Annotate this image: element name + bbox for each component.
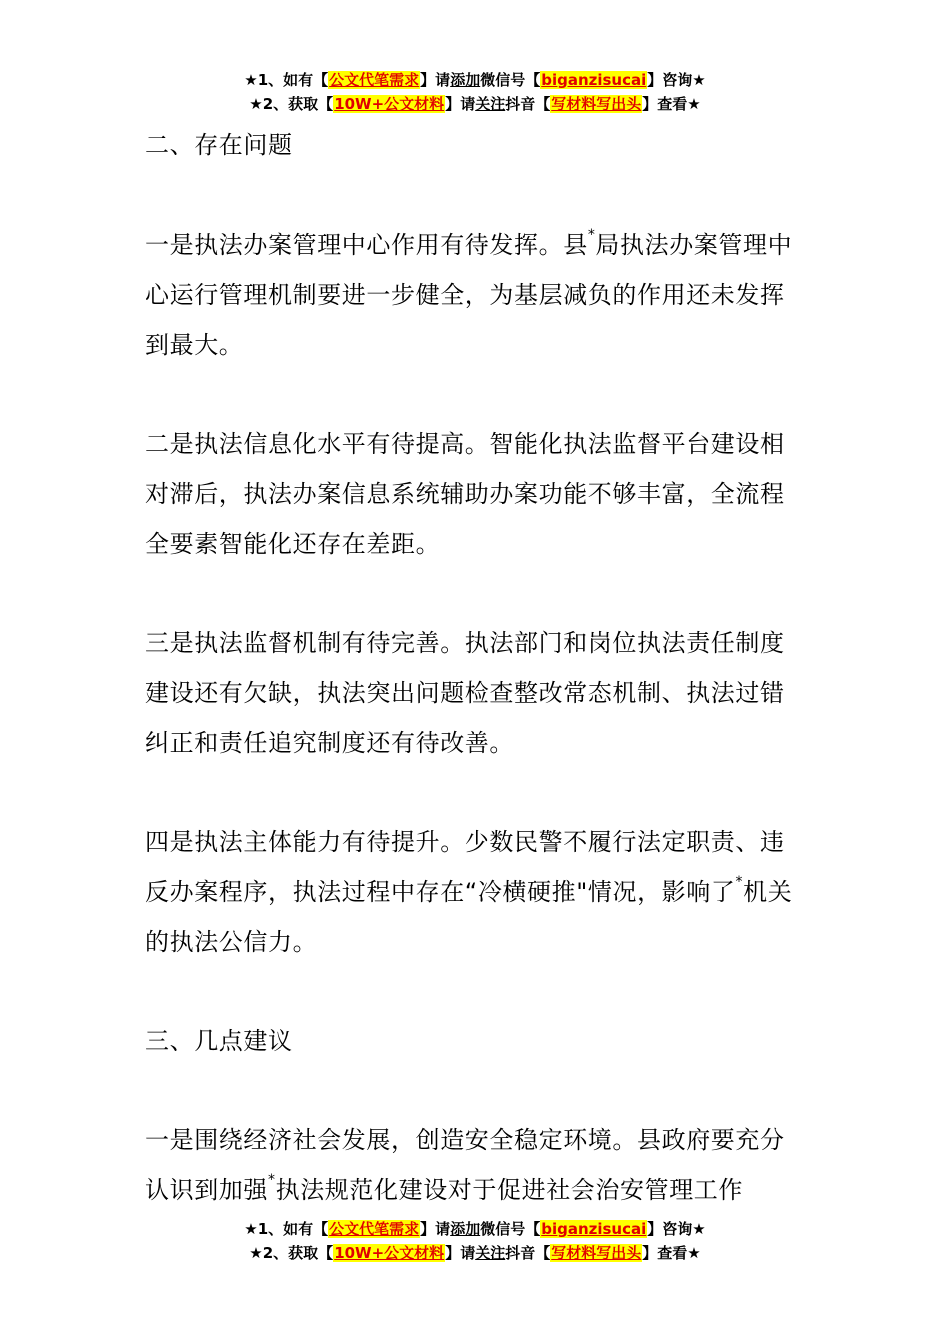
redaction-mark: *: [268, 1172, 276, 1188]
banner-text: 】查看★: [642, 95, 701, 113]
banner-text: 】请: [420, 1220, 451, 1238]
banner-line-1: [0, 1217, 950, 1241]
banner-text: ★2、获取【: [249, 1244, 334, 1262]
paragraph-problem-3: 三是执法监督机制有待完善。执法部门和岗位执法责任制度建设还有欠缺，执法突出问题检查整改常态机制、执法过错纠正和责任追究制度还有待改善。: [145, 629, 785, 757]
banner-highlight-service: 公文代笔需求: [329, 71, 420, 89]
banner-line-1: [0, 68, 950, 92]
banner-underlined-word: 关注: [475, 1244, 506, 1262]
banner-text: 抖音【: [505, 95, 551, 113]
banner-highlight-wechat-id: biganzisucai: [541, 71, 647, 89]
banner-text: 】查看★: [642, 1244, 701, 1262]
banner-text: 】请: [445, 1244, 476, 1262]
paragraph-text: 一是围绕经济社会发展，创造安全稳定环境。县政府要充分认识到加强: [145, 1126, 785, 1204]
paragraph-text: 机关的执法公信力。: [145, 878, 793, 956]
banner-underlined-word: 添加: [450, 1220, 481, 1238]
banner-text: ★2、获取【: [249, 95, 334, 113]
banner-text: 抖音【: [505, 1244, 551, 1262]
banner-text: 微信号【: [480, 71, 541, 89]
heading-suggestions: 三、几点建议: [145, 1027, 293, 1055]
banner-text: ★1、如有【: [244, 71, 329, 89]
redaction-mark: *: [735, 874, 744, 890]
banner-text: 】请: [445, 95, 476, 113]
banner-text: 】咨询★: [647, 71, 706, 89]
banner-underlined-word: 关注: [475, 95, 506, 113]
paragraph-problem-1: [145, 220, 807, 370]
banner-text: 微信号【: [480, 1220, 541, 1238]
paragraph-text: 局执法办案管理中心运行管理机制要进一步健全，为基层减负的作用还未发挥到最大。: [145, 231, 793, 359]
banner-text: 】咨询★: [647, 1220, 706, 1238]
paragraph-text: 一是执法办案管理中心作用有待发挥。县: [145, 231, 588, 259]
bottom-banner: [0, 1217, 950, 1265]
redaction-mark: *: [587, 227, 596, 243]
banner-highlight-service: 公文代笔需求: [329, 1220, 420, 1238]
banner-highlight-douyin: 写材料写出头: [551, 1244, 642, 1262]
banner-line-2: [0, 92, 950, 116]
banner-text: ★1、如有【: [244, 1220, 329, 1238]
paragraph-text: 执法规范化建设对于促进社会治安管理工作: [275, 1176, 744, 1204]
heading-problems: 二、存在问题: [145, 131, 293, 159]
paragraph-problem-2: 二是执法信息化水平有待提高。智能化执法监督平台建设相对滞后，执法办案信息系统辅助办案功能不够丰富，全流程全要素智能化还存在差距。: [145, 430, 785, 558]
banner-line-2: [0, 1241, 950, 1265]
banner-highlight-wechat-id: biganzisucai: [541, 1220, 647, 1238]
banner-highlight-douyin: 写材料写出头: [551, 95, 642, 113]
paragraph-text: 四是执法主体能力有待提升。少数民警不履行法定职责、违反办案程序，执法过程中存在“冷横硬推"情况，影响了: [145, 828, 785, 906]
paragraph-suggestion-1: [145, 1115, 807, 1215]
paragraph-problem-4: [145, 817, 807, 967]
banner-highlight-materials: 10W+公文材料: [334, 95, 445, 113]
top-banner: [0, 68, 950, 116]
banner-underlined-word: 添加: [450, 71, 481, 89]
banner-text: 】请: [420, 71, 451, 89]
banner-highlight-materials: 10W+公文材料: [334, 1244, 445, 1262]
